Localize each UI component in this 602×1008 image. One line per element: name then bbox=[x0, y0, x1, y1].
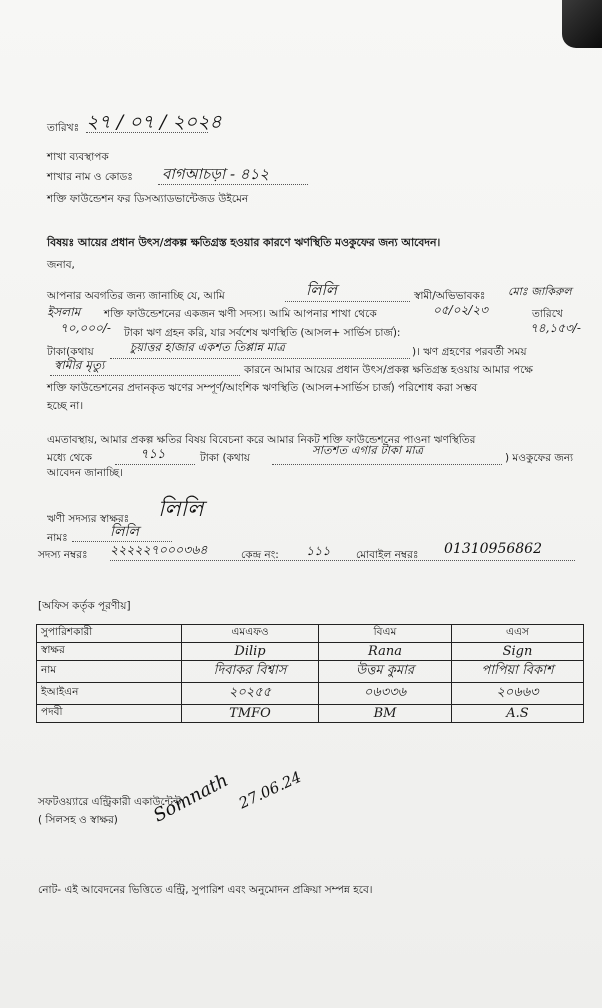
date-dots bbox=[86, 131, 208, 133]
table-row bbox=[37, 643, 584, 661]
cause-hw: স্বামীর মৃত্যু bbox=[54, 358, 105, 372]
footer-note: নোট- এই আবেদনের ভিত্তিতে এন্ট্রি, সুপারিশ এবং অনুমোদন প্রক্রিয়া সম্পন্ন হবে। bbox=[38, 884, 373, 896]
table-cell: A.S bbox=[452, 705, 584, 723]
cause-dots bbox=[50, 374, 240, 376]
para2-line2-b: টাকা (কথায় bbox=[200, 452, 250, 464]
date-label: তারিখঃ bbox=[47, 122, 80, 134]
approval-table bbox=[36, 624, 584, 723]
branch-name-label: শাখার নাম ও কোডঃ bbox=[47, 171, 133, 183]
member-number-label: সদস্য নম্বরঃ bbox=[38, 549, 88, 561]
subject-line: বিষয়ঃ আয়ের প্রধান উৎস/প্রকল্প ক্ষতিগ্রস্ত হওয়ার কারণে ঋণস্থিতি মওকুফের জন্য আবেদন। bbox=[47, 236, 441, 249]
waive-dots bbox=[115, 463, 195, 465]
table-cell: Dilip bbox=[182, 643, 319, 661]
member-name-label: নামঃ bbox=[47, 532, 68, 544]
accountant-label: সফটওয়্যারে এন্ট্রিকারী একাউন্টেন্ট bbox=[38, 796, 182, 808]
org-name: শক্তি ফাউন্ডেশন ফর ডিসঅ্যাডভান্টেজড উইমেন bbox=[47, 193, 249, 205]
accountant-seal-label: ( সিলসহ ও স্বাক্ষর) bbox=[38, 814, 118, 826]
member-sign-hw: লিলি bbox=[158, 497, 204, 522]
applicant-name-hw: লিলি bbox=[306, 281, 337, 299]
branch-manager: শাখা ব্যবস্থাপক bbox=[47, 151, 109, 163]
table-cell: ০৬৩৩৬ bbox=[319, 683, 452, 705]
table-cell: ২০২৫৫ bbox=[182, 683, 319, 705]
table-cell: Sign bbox=[452, 643, 584, 661]
mobile-label: মোবাইল নম্বরঃ bbox=[356, 549, 419, 561]
table-header-row bbox=[37, 625, 584, 643]
inwords-dots bbox=[110, 357, 410, 359]
waive-amount-hw: ৭১১ bbox=[140, 447, 166, 462]
signature-dots bbox=[110, 559, 575, 561]
table-row-label: ইআইএন bbox=[37, 683, 182, 705]
table-row-label: স্বাক্ষর bbox=[37, 643, 182, 661]
center-hw: ১১১ bbox=[306, 543, 331, 558]
member-sign-label: ঋণী সদস্যর স্বাক্ষরঃ bbox=[47, 513, 130, 525]
para1-line4-a: টাকা(কথায় bbox=[47, 346, 94, 358]
para2-line1: এমতাবস্থায়, আমার প্রকল্প ক্ষতির বিষয় বিবেচনা করে আমার নিকট শক্তি ফাউন্ডেশনের পাওনা ঋণস্থিতির bbox=[47, 434, 476, 446]
name-dots bbox=[285, 300, 410, 302]
para1-line6: শক্তি ফাউন্ডেশনের প্রদানকৃত ঋণের সম্পূর্ণ/আংশিক ঋণস্থিতি (আসল+সার্ভিস চার্জ) পরিশোধ করা সম্ভব bbox=[47, 382, 478, 394]
inwords-hw: চুয়াত্তর হাজার একশত তিপ্পান্ন মাত্র bbox=[130, 340, 285, 354]
accountant-sign-hw: Somnath bbox=[150, 769, 232, 827]
table-row-label: নাম bbox=[37, 661, 182, 683]
para1-line2-b: তারিখে bbox=[532, 308, 563, 320]
table-cell: Rana bbox=[319, 643, 452, 661]
loan-date-hw: ০৫/০২/২৩ bbox=[433, 303, 488, 317]
table-cell: ২০৬৬৩ bbox=[452, 683, 584, 705]
table-cell: TMFO bbox=[182, 705, 319, 723]
branch-dots bbox=[158, 183, 308, 185]
para2-line2-a: মধ্যে থেকে bbox=[47, 452, 92, 464]
para2-line2-c: ) মওকুফের জন্য bbox=[505, 452, 574, 464]
para1-line3-a: টাকা ঋণ গ্রহন করি, যার সর্বশেষ ঋণস্থিতি (আসল+ সার্ভিস চার্জ): bbox=[124, 327, 401, 339]
branch-name-value: বাগআচড়া - ৪১২ bbox=[162, 165, 270, 183]
para1-line4-b: )। ঋণ গ্রহণের পরবর্তী সময় bbox=[412, 346, 527, 358]
table-cell: পাপিয়া বিকাশ bbox=[452, 661, 584, 683]
waive-words-hw: সাতশত এগার টাকা মাত্র bbox=[312, 443, 424, 457]
member-name-hw: লিলি bbox=[110, 524, 139, 540]
para1-line1-a: আপনার অবগতির জন্য জানাচ্ছি যে, আমি bbox=[47, 290, 225, 302]
salutation: জনাব, bbox=[47, 259, 75, 271]
table-row bbox=[37, 705, 584, 723]
table-header-cell: বিএম bbox=[319, 625, 452, 643]
table-cell: দিবাকর বিশ্বাস bbox=[182, 661, 319, 683]
member-number-hw: ২২২২২৭০০০৩৬৪ bbox=[110, 542, 208, 557]
page-corner-shadow bbox=[562, 0, 602, 48]
para1-line1-b: স্বামী/অভিভাবকঃ bbox=[414, 290, 486, 302]
accountant-date-hw: 27.06.24 bbox=[236, 767, 305, 813]
table-row bbox=[37, 661, 584, 683]
para1-line5-b: কারনে আমার আয়ের প্রধান উৎস/প্রকল্প ক্ষতিগ্রস্ত হওয়ায় আমার পক্ষে bbox=[244, 364, 533, 376]
para1-line7: হচ্ছে না। bbox=[47, 400, 84, 412]
table-row bbox=[37, 683, 584, 705]
table-header-cell: এএস bbox=[452, 625, 584, 643]
table-row-label: পদবী bbox=[37, 705, 182, 723]
table-header-cell: সুপারিশকারী bbox=[37, 625, 182, 643]
date-value: ২৭ / ০৭ / ২০২৪ bbox=[86, 111, 222, 133]
mobile-hw: 01310956862 bbox=[444, 541, 542, 557]
waive-words-dots bbox=[272, 463, 502, 465]
para1-line2-a: শক্তি ফাউন্ডেশনের একজন ঋণী সদস্য। আমি আপনার শাখা থেকে bbox=[104, 308, 377, 320]
table-header-cell: এমএফও bbox=[182, 625, 319, 643]
loan-amount-hw: ৭০,০০০/- bbox=[60, 321, 111, 335]
guardian-hw: মোঃ জাকিরুল bbox=[508, 285, 572, 298]
para2-line3: আবেদন জানাচ্ছি। bbox=[47, 467, 123, 479]
balance-hw: ৭৪,১৫৩/- bbox=[530, 321, 581, 335]
table-cell: উত্তম কুমার bbox=[319, 661, 452, 683]
guardian-hw-2: ইসলাম bbox=[47, 305, 81, 319]
table-cell: BM bbox=[319, 705, 452, 723]
center-label: কেন্দ্র নং: bbox=[241, 549, 279, 561]
office-use-label: [অফিস কর্তৃক পূরণীয়] bbox=[38, 600, 131, 612]
